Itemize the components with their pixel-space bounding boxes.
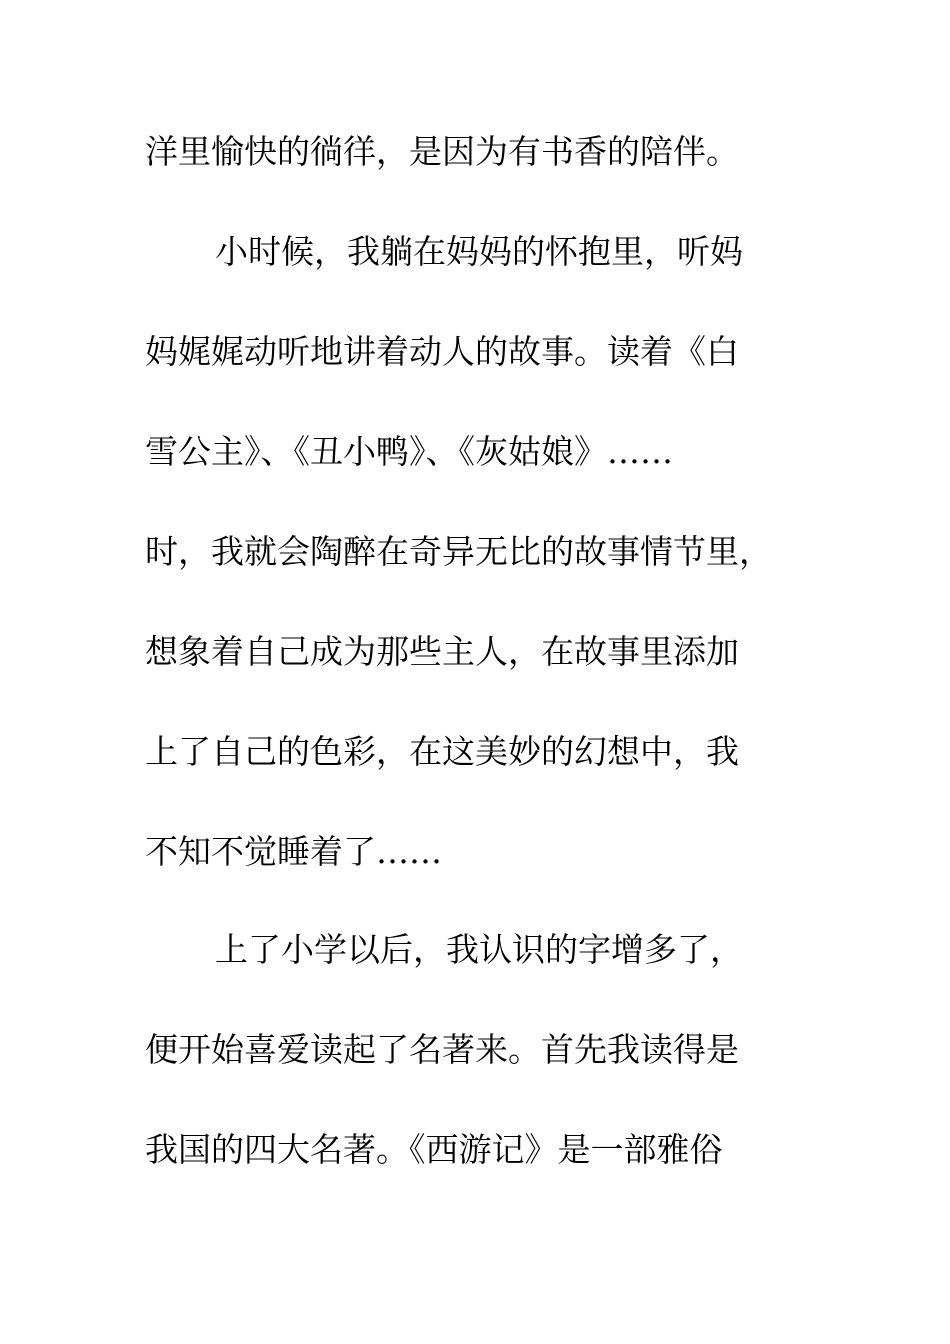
text-line-6: 想象着自己成为那些主人，在故事里添加 bbox=[145, 632, 739, 671]
text-line-11: 我国的四大名著。《西游记》是一部雅俗 bbox=[145, 1130, 723, 1169]
text-line-9-paragraph-start: 上了小学以后，我认识的字增多了， bbox=[215, 930, 743, 969]
text-line-10: 便开始喜爱读起了名著来。首先我读得是 bbox=[145, 1030, 739, 1069]
text-line-2-paragraph-start: 小时候，我躺在妈妈的怀抱里，听妈 bbox=[215, 232, 743, 271]
text-line-7: 上了自己的色彩，在这美妙的幻想中，我 bbox=[145, 732, 739, 771]
text-line-8: 不知不觉睡着了…… bbox=[145, 832, 442, 871]
text-line-1: 洋里愉快的徜徉，是因为有书香的陪伴。 bbox=[145, 132, 739, 171]
text-line-5: 时，我就会陶醉在奇异无比的故事情节里， bbox=[145, 532, 772, 571]
text-line-4: 雪公主》、《丑小鸭》、《灰姑娘》…… bbox=[145, 432, 673, 471]
text-line-3: 妈娓娓动听地讲着动人的故事。读着《白 bbox=[145, 332, 739, 371]
